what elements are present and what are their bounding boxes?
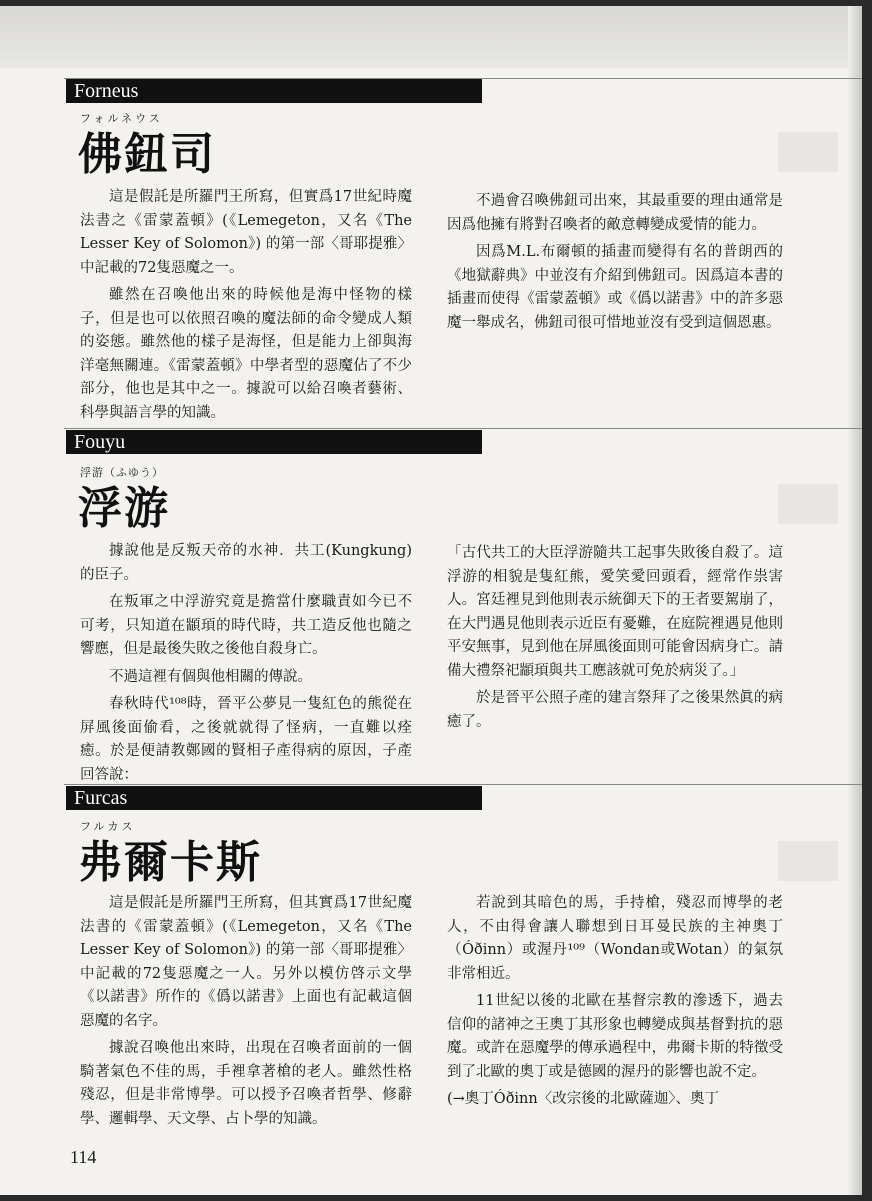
- paragraph: 這是假託是所羅門王所寫，但實爲17世紀時魔法書之《雷蒙蓋頓》(《Lemegeton，又名《The Lesser Key of Solomon》) 的第一部〈哥耶提雅〉中記載的72隻惡魔之一。: [80, 189, 412, 276]
- bleed-through-mark: [778, 841, 838, 881]
- entry-name-jp: 浮游: [78, 483, 170, 534]
- paragraph: 據說他是反叛天帝的水神．共工(Kungkung)的臣子。: [80, 543, 412, 583]
- paragraph: 不過會召喚佛鈕司出來，其最重要的理由通常是因爲他擁有將對召喚者的敵意轉變成愛情的能力。: [447, 193, 783, 233]
- entry-right-column: [447, 542, 783, 738]
- entry-name-kana: 浮游（ふゆう）: [80, 466, 164, 479]
- section-divider: [64, 784, 862, 785]
- entry-name-kana: フォルネウス: [80, 112, 163, 125]
- scan-top-shadow: [0, 6, 862, 68]
- section-divider: [64, 428, 862, 429]
- paragraph: 因爲M.L.布爾頓的插畫而變得有名的普朗西的《地獄辭典》中並沒有介紹到佛鈕司。因爲這本書的插畫而使得《雷蒙蓋頓》或《僞以諾書》中的許多惡魔一舉成名，佛鈕司很可惜地並沒有受到這個恩惠。: [447, 244, 783, 331]
- page-fold-shadow: [848, 6, 862, 1195]
- quote-paragraph: 「古代共工的大臣浮游隨共工起事失敗後自殺了。這浮游的相貌是隻紅熊，愛笑愛回頭看，經常作祟害人。宮廷裡見到他則表示統御天下的王者要駕崩了，在大門遇見他則表示近臣有憂難，在庭院裡遇見他則平安無事，見到他在屏風後面則可能會因病身亡。請備大禮祭祀顓頊與共工應該就可免於病災了。」: [447, 545, 783, 679]
- entry-name-en: Forneus: [66, 79, 482, 103]
- cross-reference: (→奧丁Óðinn〈改宗後的北歐薩迦〉、奧丁: [447, 1091, 719, 1107]
- entry-name-en: Fouyu: [66, 430, 482, 454]
- entry-name-jp: 弗爾卡斯: [78, 837, 262, 888]
- paragraph: 在叛軍之中浮游究竟是擔當什麼職責如今已不可考，只知道在顓頊的時代時，共工造反他也隨之響應，但是最後失敗之後他自殺身亡。: [80, 594, 412, 657]
- entry-name-jp: 佛鈕司: [78, 129, 216, 180]
- entry-left-column: [80, 540, 412, 791]
- paragraph: 春秋時代¹⁰⁸時，晉平公夢見一隻紅色的熊從在屏風後面偷看，之後就就得了怪病，一直難以痊癒。於是便請教鄭國的賢相子產得病的原因，子產回答說：: [80, 696, 412, 783]
- paragraph: 據說召喚他出來時，出現在召喚者面前的一個騎著氣色不佳的馬，手裡拿著槍的老人。雖然性格殘忍，但是非常博學。可以授予召喚者哲學、修辭學、邏輯學、天文學、占卜學的知識。: [80, 1040, 412, 1127]
- entry-left-column: [80, 186, 412, 429]
- paragraph: 雖然在召喚他出來的時候他是海中怪物的樣子，但是也可以依照召喚的魔法師的命令變成人類的姿態。雖然他的樣子是海怪，但是能力上卻與海洋毫無關連。《雷蒙蓋頓》中學者型的惡魔佔了不少部分，他也是其中之一。據說可以給召喚者藝術、科學與語言學的知識。: [80, 287, 412, 421]
- paragraph: 11世紀以後的北歐在基督宗教的滲透下，過去信仰的諸神之王奧丁其形象也轉變成與基督對抗的惡魔。或許在惡魔學的傳承過程中，弗爾卡斯的特徵受到了北歐的奧丁或是德國的渥丹的影響也說不定。: [447, 993, 783, 1080]
- entry-right-column: [447, 892, 783, 1116]
- entry-right-column: [447, 190, 783, 339]
- paragraph: 這是假託是所羅門王所寫，但其實爲17世紀魔法書的《雷蒙蓋頓》(《Lemegeton，又名《The Lesser Key of Solomon》) 的第一部〈哥耶提雅〉中記載的72隻惡魔之一人。另外以模仿啓示文學《以諾書》所作的《僞以諾書》上面也有記載這個惡魔的名字。: [80, 895, 412, 1029]
- entry-name-en: Furcas: [66, 786, 482, 810]
- entry-name-kana: フルカス: [80, 820, 136, 833]
- paragraph: 不過這裡有個與他相關的傳說。: [109, 668, 312, 685]
- bleed-through-mark: [778, 132, 838, 172]
- bleed-through-mark: [778, 484, 838, 524]
- paragraph: 於是晉平公照子產的建言祭拜了之後果然眞的病癒了。: [447, 690, 783, 730]
- page-number: 114: [70, 1147, 97, 1167]
- entry-left-column: [80, 892, 412, 1135]
- book-page: [0, 6, 862, 1195]
- paragraph: 若說到其暗色的馬，手持槍，殘忍而博學的老人，不由得會讓人聯想到日耳曼民族的主神奧丁（Óðinn）或渥丹¹⁰⁹（Wondan或Wotan）的氣氛非常相近。: [447, 895, 783, 982]
